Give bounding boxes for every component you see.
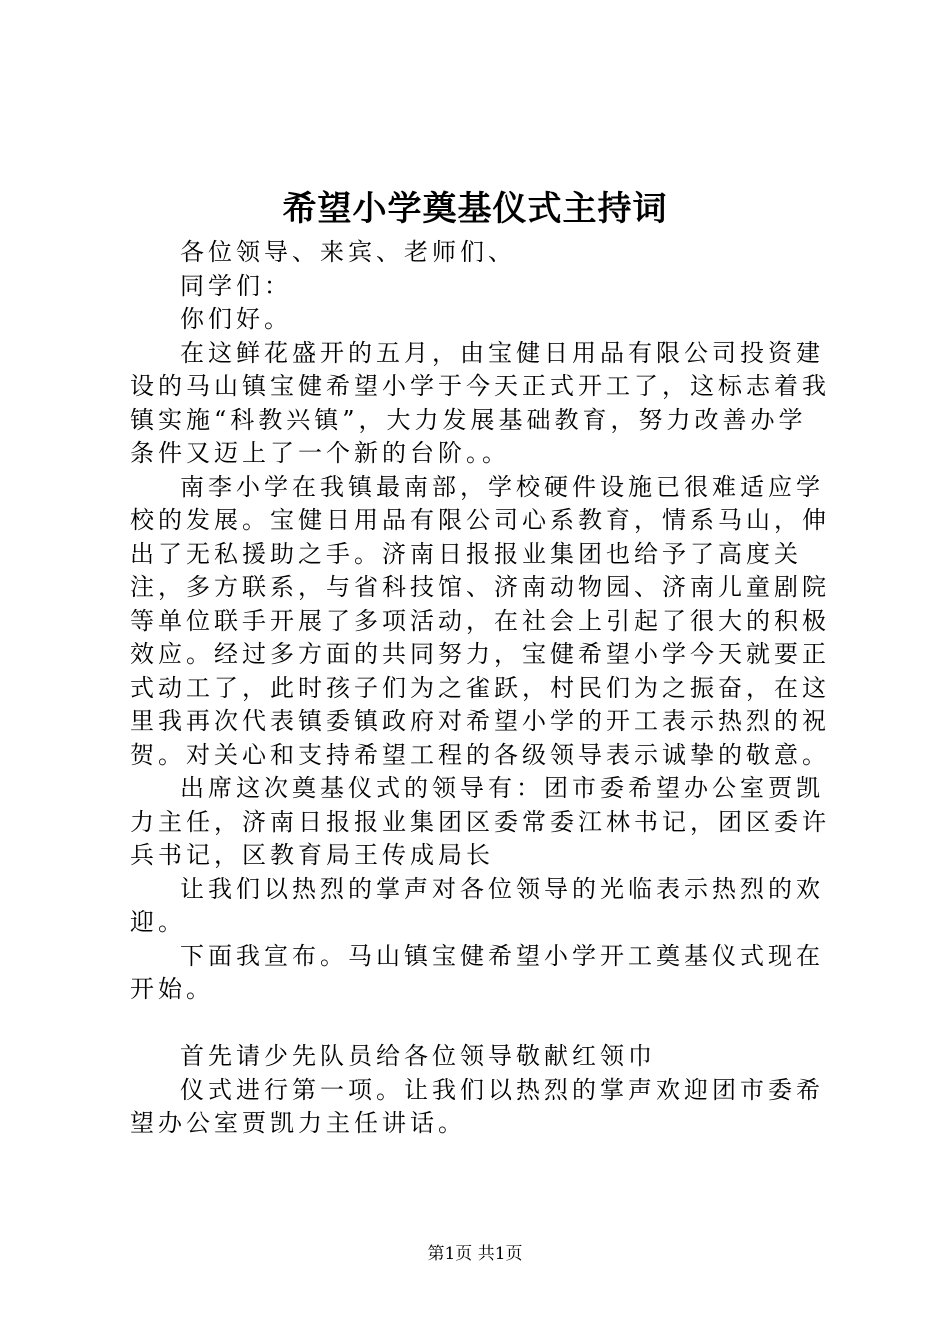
paragraph-intro: 在这鲜花盛开的五月，由宝健日用品有限公司投资建设的马山镇宝健希望小学于今天正式开工了，这标志着我镇实施“科教兴镇”，大力发展基础教育，努力改善办学条件又迈上了一个新的台阶。。 <box>130 338 830 467</box>
document-title: 希望小学奠基仪式主持词 <box>282 189 668 229</box>
paragraph-red-scarf: 首先请少先队员给各位领导敬献红领巾 <box>180 1042 656 1070</box>
paragraph-greeting-2: 同学们： <box>180 271 292 300</box>
paragraph-greeting-1: 各位领导、来宾、老师们、 <box>180 238 516 266</box>
paragraph-announcement: 下面我宣布。马山镇宝健希望小学开工奠基仪式现在开始。 <box>130 941 824 1003</box>
paragraph-background: 南李小学在我镇最南部，学校硬件设施已很难适应学校的发展。宝健日用品有限公司心系教育，情系马山，伸出了无私援助之手。济南日报报业集团也给予了高度关注，多方联系，与省科技馆、济南动物园、济南儿童剧院等单位联手开展了多项活动，在社会上引起了很大的积极效应。经过多方面的共同努力，宝健希望小学今天就要正式动工了，此时孩子们为之雀跃，村民们为之振奋，在这里我再次代表镇委镇政府对希望小学的开工表示热烈的祝贺。对关心和支持希望工程的各级领导表示诚挚的敬意。 <box>130 472 830 769</box>
document-body <box>130 236 832 1141</box>
paragraph-greeting-3: 你们好。 <box>180 305 292 333</box>
paragraph-welcome: 让我们以热烈的掌声对各位领导的光临表示热烈的欢迎。 <box>130 874 824 936</box>
page-number-footer: 第1页 共1页 <box>427 1244 523 1264</box>
paragraph-first-item: 仪式进行第一项。让我们以热烈的掌声欢迎团市委希望办公室贾凯力主任讲话。 <box>130 1075 824 1137</box>
paragraph-attendees: 出席这次奠基仪式的领导有：团市委希望办公室贾凯力主任，济南日报报业集团区委常委江林书记，团区委许兵书记，区教育局王传成局长 <box>130 774 830 869</box>
